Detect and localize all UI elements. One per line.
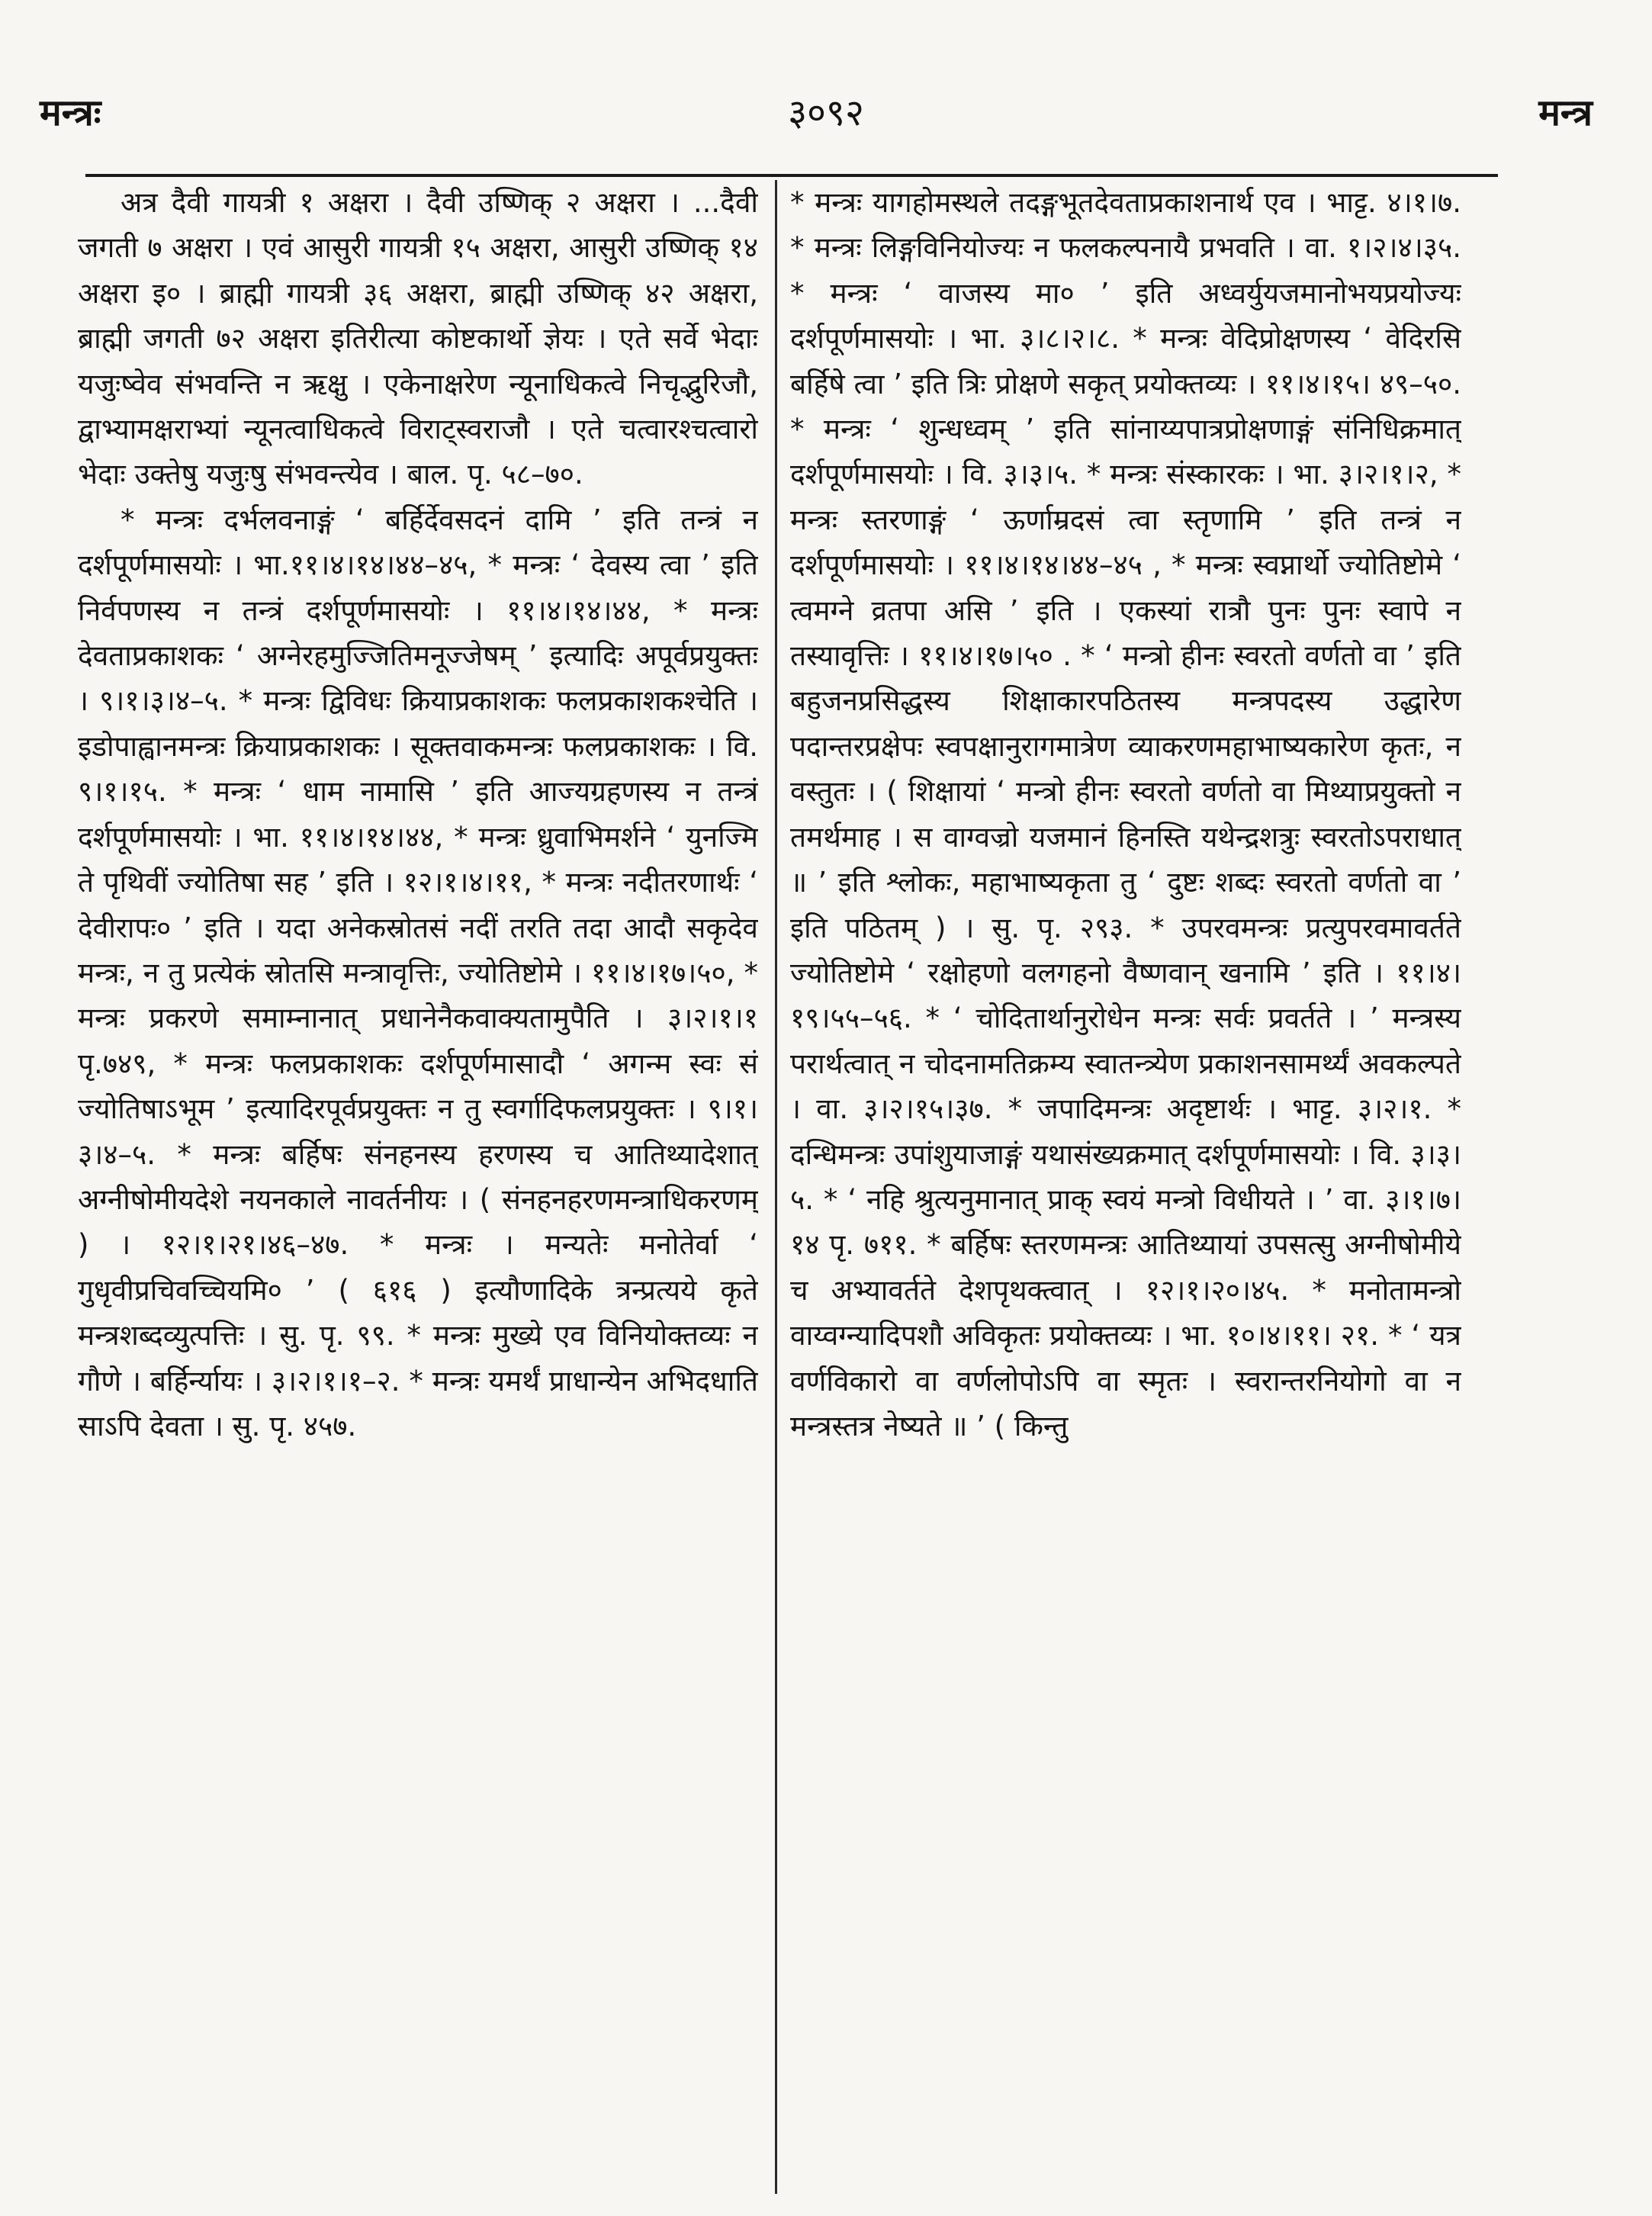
running-head-right: मन्त्र [1538,92,1593,134]
left-column [78,180,758,2194]
header-rule [85,174,1498,177]
left-paragraph-2: * मन्त्रः दर्भलवनाङ्गं ‘ बर्हिर्देवसदनं दामि ’ इति तन्त्रं न दर्शपूर्णमासयोः । भा.११।४।१४।४४–४५, * मन्त्रः ‘ देवस्य त्वा ’ इति निर्वपणस्य न तन्त्रं दर्शपूर्णमासयोः । ११।४।१४।४४, * मन्त्रः देवताप्रकाशकः ‘ अग्नेरहमुज्जितिमनूज्जेषम् ’ इत्यादिः अपूर्वप्रयुक्तः । ९।१।३।४–५. * मन्त्रः द्विविधः क्रियाप्रकाशकः फलप्रकाशकश्चेति । इडोपाह्वानमन्त्रः क्रियाप्रकाशकः । सूक्तवाकमन्त्रः फलप्रकाशकः । वि. ९।१।१५. * मन्त्रः ‘ धाम नामासि ’ इति आज्यग्रहणस्य न तन्त्रं दर्शपूर्णमासयोः । भा. ११।४।१४।४४, * मन्त्रः ध्रुवाभिमर्शने ‘ युनज्मि ते पृथिवीं ज्योतिषा सह ’ इति । १२।१।४।११, * मन्त्रः नदीतरणार्थः ‘ देवीरापः० ’ इति । यदा अनेकस्रोतसं नदीं तरति तदा आदौ सकृदेव मन्त्रः, न तु प्रत्येकं स्रोतसि मन्त्रावृत्तिः, ज्योतिष्टोमे । ११।४।१७।५०, * मन्त्रः प्रकरणे समाम्नानात् प्रधानेनैकवाक्यतामुपैति । ३।२।१।१ पृ.७४९, * मन्त्रः फलप्रकाशकः दर्शपूर्णमासादौ ‘ अगन्म स्वः सं ज्योतिषाऽभूम ’ इत्यादिरपूर्वप्रयुक्तः न तु स्वर्गादिफलप्रयुक्तः । ९।१।३।४–५. * मन्त्रः बर्हिषः संनहनस्य हरणस्य च आतिथ्यादेशात् अग्नीषोमीयदेशे नयनकाले नावर्तनीयः । ( संनहनहरणमन्त्राधिकरणम् ) । १२।१।२१।४६–४७. * मन्त्रः । मन्यतेः मनोतेर्वा ‘ गुधृवीप्रचिवच्चियमि० ’ ( ६१६ ) इत्यौणादिके त्रन्प्रत्यये कृते मन्त्रशब्दव्युत्पत्तिः । सु. पृ. ९९. * मन्त्रः मुख्ये एव विनियोक्तव्यः न गौणे । बर्हिर्न्यायः । ३।२।१।१–२. * मन्त्रः यमर्थं प्राधान्येन अभिदधाति साऽपि देवता । सु. पृ. ४५७. [78,503,758,1442]
running-head-left: मन्त्रः [40,92,101,134]
left-paragraph-1: अत्र दैवी गायत्री १ अक्षरा । दैवी उष्णिक् २ अक्षरा । ...दैवी जगती ७ अक्षरा । एवं आसुरी गायत्री १५ अक्षरा, आसुरी उष्णिक् १४ अक्षरा इ० । ब्राह्मी गायत्री ३६ अक्षरा, ब्राह्मी उष्णिक् ४२ अक्षरा, ब्राह्मी जगती ७२ अक्षरा इतिरीत्या कोष्टकार्थो ज्ञेयः । एते सर्वे भेदाः यजुःष्वेव संभवन्ति न ऋक्षु । एकेनाक्षरेण न्यूनाधिकत्वे निचृद्भुरिजौ, द्वाभ्यामक्षराभ्यां न्यूनत्वाधिकत्वे विराट्स्वराजौ । एते चत्वारश्चत्वारो भेदाः उक्तेषु यजुःषु संभवन्त्येव । बाल. पृ. ५८–७०. [78,186,758,491]
column-divider [775,180,777,2194]
page-number: ३०९२ [788,92,864,134]
right-column [790,180,1461,2194]
right-paragraph-1: * मन्त्रः यागहोमस्थले तदङ्गभूतदेवताप्रकाशनार्थ एव । भाट्ट. ४।१।७. * मन्त्रः लिङ्गविनियोज्यः न फलकल्पनायै प्रभवति । वा. १।२।४।३५. * मन्त्रः ‘ वाजस्य मा० ’ इति अध्वर्युयजमानोभयप्रयोज्यः दर्शपूर्णमासयोः । भा. ३।८।२।८. * मन्त्रः वेदिप्रोक्षणस्य ‘ वेदिरसि बर्हिषे त्वा ’ इति त्रिः प्रोक्षणे सकृत् प्रयोक्तव्यः । ११।४।१५। ४९–५०. * मन्त्रः ‘ शुन्धध्वम् ’ इति सांनाय्यपात्रप्रोक्षणाङ्गं संनिधिक्रमात् दर्शपूर्णमासयोः । वि. ३।३।५. * मन्त्रः संस्कारकः । भा. ३।२।१।२, * मन्त्रः स्तरणाङ्गं ‘ ऊर्णाम्रदसं त्वा स्तृणामि ’ इति तन्त्रं न दर्शपूर्णमासयोः । ११।४।१४।४४–४५ , * मन्त्रः स्वप्नार्थो ज्योतिष्टोमे ‘ त्वमग्ने व्रतपा असि ’ इति । एकस्यां रात्रौ पुनः पुनः स्वापे न तस्यावृत्तिः । ११।४।१७।५० . * ‘ मन्त्रो हीनः स्वरतो वर्णतो वा ’ इति बहुजनप्रसिद्धस्य शिक्षाकारपठितस्य मन्त्रपदस्य उद्धारेण पदान्तरप्रक्षेपः स्वपक्षानुरागमात्रेण व्याकरणमहाभाष्यकारेण कृतः, न वस्तुतः । ( शिक्षायां ‘ मन्त्रो हीनः स्वरतो वर्णतो वा मिथ्याप्रयुक्तो न तमर्थमाह । स वाग्वज्रो यजमानं हिनस्ति यथेन्द्रशत्रुः स्वरतोऽपराधात् ॥ ’ इति श्लोकः, महाभाष्यकृता तु ‘ दुष्टः शब्दः स्वरतो वर्णतो वा ’ इति पठितम् ) । सु. पृ. २९३. * उपरवमन्त्रः प्रत्युपरवमावर्तते ज्योतिष्टोमे ‘ रक्षोहणो वलगहनो वैष्णवान् खनामि ’ इति । ११।४।१९।५५–५६. * ‘ चोदितार्थानुरोधेन मन्त्रः सर्वः प्रवर्तते । ’ मन्त्रस्य परार्थत्वात् न चोदनामतिक्रम्य स्वातन्त्र्येण प्रकाशनसामर्थ्यं अवकल्पते । वा. ३।२।१५।३७. * जपादिमन्त्रः अदृष्टार्थः । भाट्ट. ३।२।१. * दन्धिमन्त्रः उपांशुयाजाङ्गं यथासंख्यक्रमात् दर्शपूर्णमासयोः । वि. ३।३।५. * ‘ नहि श्रुत्यनुमानात् प्राक् स्वयं मन्त्रो विधीयते । ’ वा. ३।१।७।१४ पृ. ७११. * बर्हिषः स्तरणमन्त्रः आतिथ्यायां उपसत्सु अग्नीषोमीये च अभ्यावर्तते देशपृथक्त्वात् । १२।१।२०।४५. * मनोतामन्त्रो वाय्वग्न्यादिपशौ अविकृतः प्रयोक्तव्यः । भा. १०।४।११। २१. * ‘ यत्र वर्णविकारो वा वर्णलोपोऽपि वा स्मृतः । स्वरान्तरनियोगो वा न मन्त्रस्तत्र नेष्यते ॥ ’ ( किन्तु [790,186,1461,1442]
